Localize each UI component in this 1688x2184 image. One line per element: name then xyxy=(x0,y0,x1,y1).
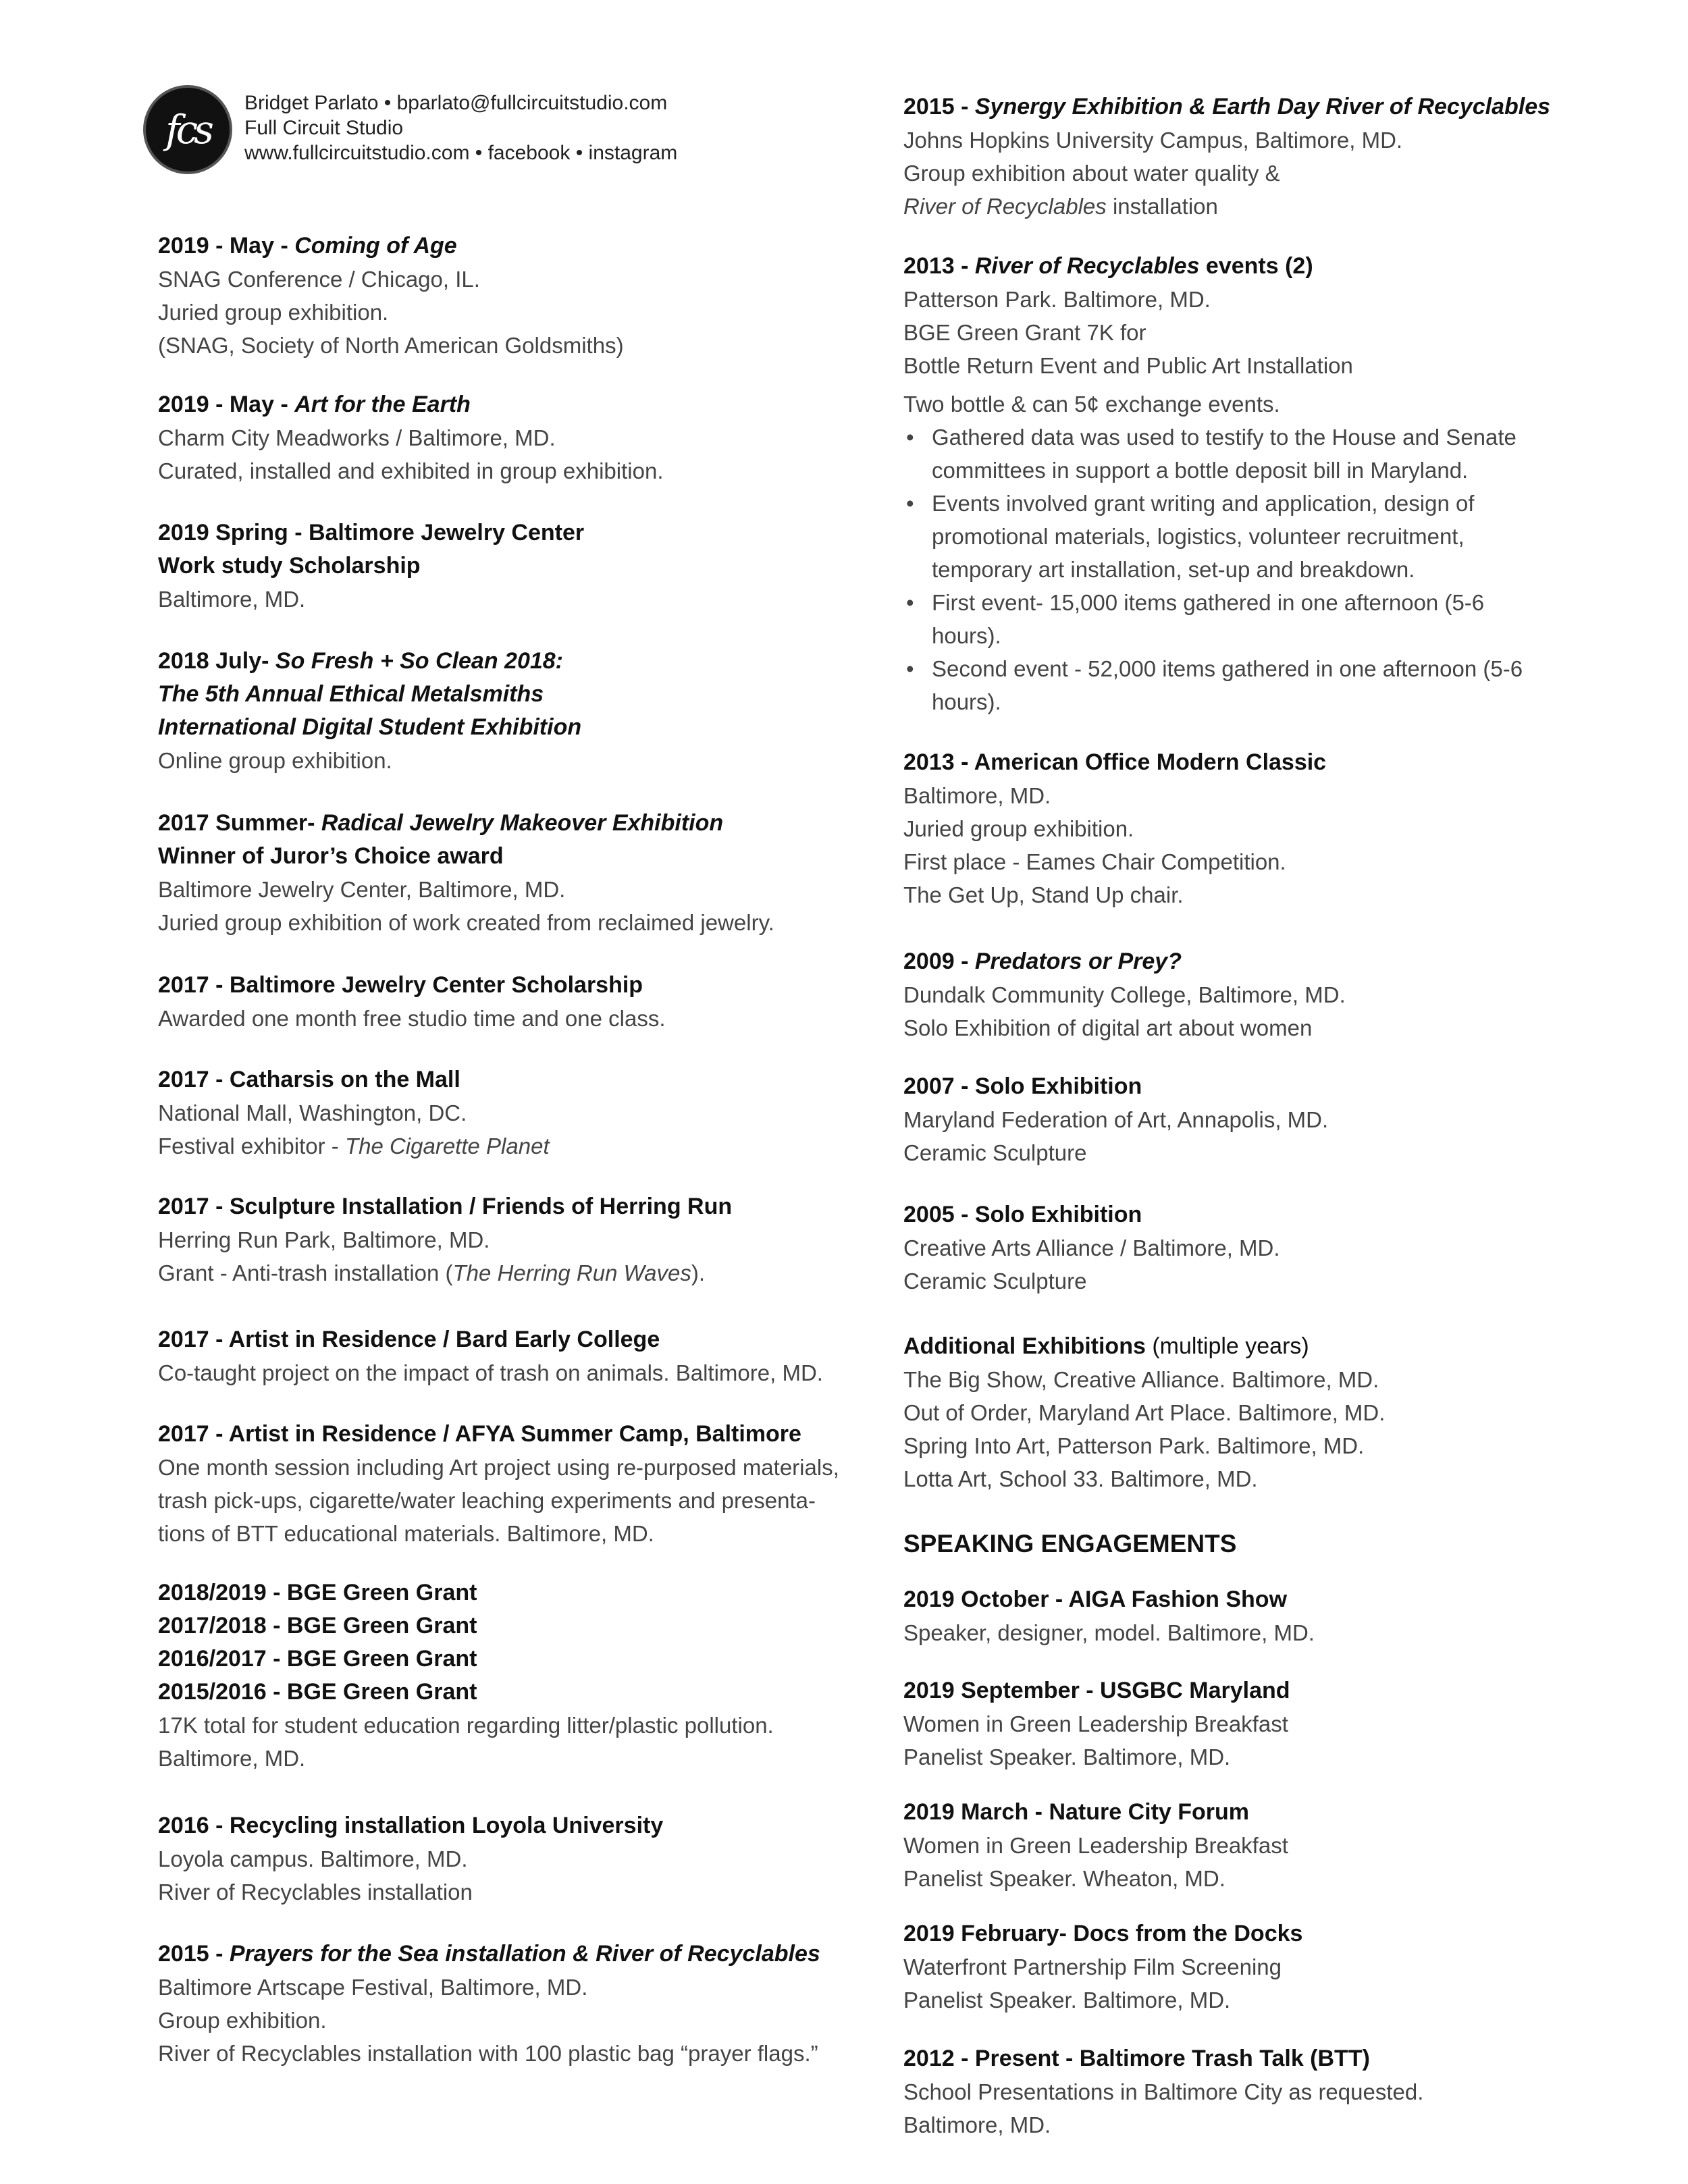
entry-predators-or-prey: 2009 - Predators or Prey? Dundalk Community College, Baltimore, MD. Solo Exhibition of digital art about women xyxy=(903,949,1346,1040)
entry-baltimore-trash-talk: 2012 - Present - Baltimore Trash Talk (BTT) School Presentations in Baltimore City as requested. Baltimore, MD. xyxy=(903,2046,1424,2137)
contact-studio: Full Circuit Studio xyxy=(244,117,404,139)
list-item: • Events involved grant writing and application, design of promotional materials, logistics, volunteer recruitment, temporary art installation, set-up and breakdown. xyxy=(932,487,1552,586)
entry-solo-2007: 2007 - Solo Exhibition Maryland Federation of Art, Annapolis, MD. Ceramic Sculpture xyxy=(903,1073,1329,1165)
entry-solo-2005: 2005 - Solo Exhibition Creative Arts Alliance / Baltimore, MD. Ceramic Sculpture xyxy=(903,1202,1280,1294)
entry-river-of-recyclables-events: 2013 - River of Recyclables events (2) Patterson Park. Baltimore, MD. BGE Green Grant 7K for Bottle Return Event and Public Art Installation Two bottle & can 5¢ exchange events. • Gathered data was used to testify to the House and Senate committees in support a bottle deposit bill in Maryland. • Events involved grant writing and application, design of promotional materials, logistics, volunteer recruitment, temporary art installation, set-up and breakdown. • First event- 15,000 items gathered in one afternoon (5-6 hours). • Second event - 52,000 items gathered in one afternoon (5-6 hours). xyxy=(903,250,1552,718)
entry-additional-exhibitions: Additional Exhibitions (multiple years) The Big Show, Creative Alliance. Baltimore, MD. Out of Order, Maryland Art Place. Baltimore, MD. Spring Into Art, Patterson Park. Baltimore, MD. Lotta Art, School 33. Baltimore, MD. xyxy=(903,1333,1386,1491)
entry-radical-jewelry: 2017 Summer- Radical Jewelry Makeover Exhibition Winner of Juror’s Choice award Baltimore Jewelry Center, Baltimore, MD. Juried group exhibition of work created from reclaimed jewelry. xyxy=(158,810,774,935)
entry-usgbc-maryland: 2019 September - USGBC Maryland Women in Green Leadership Breakfast Panelist Speaker. Baltimore, MD. xyxy=(903,1678,1290,1769)
entry-bjc-scholarship: 2017 - Baltimore Jewelry Center Scholarship Awarded one month free studio time and one class. xyxy=(158,972,666,1031)
entry-coming-of-age: 2019 - May - Coming of Age SNAG Conference / Chicago, IL. Juried group exhibition. (SNAG, Society of North American Goldsmiths) xyxy=(158,233,624,358)
list-item: • First event- 15,000 items gathered in one afternoon (5-6 hours). xyxy=(932,586,1552,652)
event-details-list xyxy=(903,421,1552,718)
entry-bard-early-college: 2017 - Artist in Residence / Bard Early College Co-taught project on the impact of trash on animals. Baltimore, MD. xyxy=(158,1327,823,1385)
entry-art-for-the-earth: 2019 - May - Art for the Earth Charm City Meadworks / Baltimore, MD. Curated, installed and exhibited in group exhibition. xyxy=(158,392,664,483)
entry-loyola: 2016 - Recycling installation Loyola University Loyola campus. Baltimore, MD. River of Recyclables installation xyxy=(158,1813,664,1905)
header xyxy=(143,85,886,180)
contact-links: www.fullcircuitstudio.com • facebook • instagram xyxy=(244,142,678,164)
contact-block xyxy=(244,90,677,165)
entry-nature-city-forum: 2019 March - Nature City Forum Women in Green Leadership Breakfast Panelist Speaker. Wheaton, MD. xyxy=(903,1799,1288,1891)
entry-afya-summer-camp: 2017 - Artist in Residence / AFYA Summer Camp, Baltimore One month session including Art project using re-purposed materials, trash pick-ups, cigarette/water leaching experiments and presenta- tions of BTT educational materials. Baltimore, MD. xyxy=(158,1421,839,1546)
entry-american-office: 2013 - American Office Modern Classic Baltimore, MD. Juried group exhibition. First place - Eames Chair Competition. The Get Up, Stand Up chair. xyxy=(903,749,1327,907)
entry-bjc-work-study: 2019 Spring - Baltimore Jewelry Center Work study Scholarship Baltimore, MD. xyxy=(158,520,585,612)
entry-catharsis: 2017 - Catharsis on the Mall National Mall, Washington, DC. Festival exhibitor - The Cigarette Planet xyxy=(158,1067,550,1158)
entry-prayers-for-the-sea: 2015 - Prayers for the Sea installation & River of Recyclables Baltimore Artscape Festival, Baltimore, MD. Group exhibition. River of Recyclables installation with 100 plastic bag “prayer flags.” xyxy=(158,1941,820,2066)
list-item: • Gathered data was used to testify to the House and Senate committees in support a bottle deposit bill in Maryland. xyxy=(932,421,1552,487)
entry-aiga-fashion-show: 2019 October - AIGA Fashion Show Speaker, designer, model. Baltimore, MD. xyxy=(903,1587,1315,1645)
entry-herring-run: 2017 - Sculpture Installation / Friends of Herring Run Herring Run Park, Baltimore, MD. Grant - Anti-trash installation (The Herring Run Waves). xyxy=(158,1194,733,1285)
entry-bge-green-grants: 2018/2019 - BGE Green Grant 2017/2018 - BGE Green Grant 2016/2017 - BGE Green Grant 2015/2016 - BGE Green Grant 17K total for student education regarding litter/plastic pollution. Baltimore, MD. xyxy=(158,1580,774,1771)
logo-text: fcs xyxy=(165,107,210,153)
contact-name-email: Bridget Parlato • bparlato@fullcircuitstudio.com xyxy=(244,92,668,114)
entry-so-fresh-so-clean: 2018 July- So Fresh + So Clean 2018: The 5th Annual Ethical Metalsmiths International Digital Student Exhibition Online group exhibition. xyxy=(158,648,582,773)
entry-docs-from-the-docks: 2019 February- Docs from the Docks Waterfront Partnership Film Screening Panelist Speaker. Baltimore, MD. xyxy=(903,1921,1303,2013)
list-item: • Second event - 52,000 items gathered in one afternoon (5-6 hours). xyxy=(932,652,1552,718)
studio-logo xyxy=(143,85,232,174)
entry-synergy-exhibition: 2015 - Synergy Exhibition & Earth Day River of Recyclables Johns Hopkins University Campus, Baltimore, MD. Group exhibition about water quality & River of Recyclables installation xyxy=(903,94,1551,219)
speaking-engagements-heading: SPEAKING ENGAGEMENTS xyxy=(903,1530,1237,1557)
